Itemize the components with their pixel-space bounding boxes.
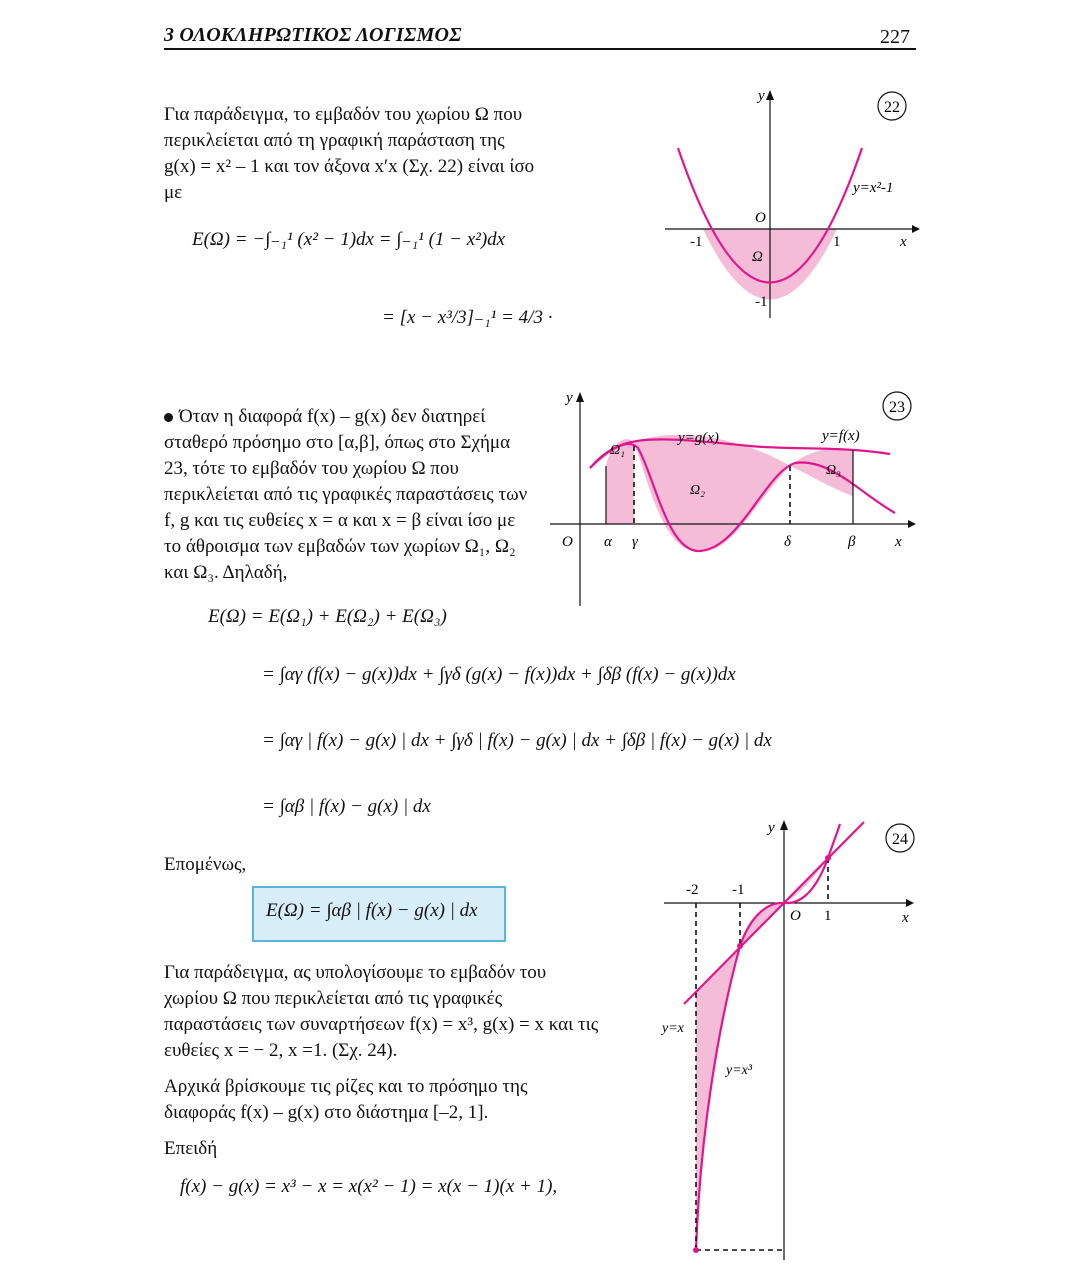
- therefore-text: Επομένως,: [164, 854, 247, 875]
- figure-number: 22: [884, 99, 900, 116]
- chapter-title: 3 ΟΛΟΚΛΗΡΩΤΙΚΟΣ ΛΟΓΙΣΜΟΣ: [164, 24, 462, 46]
- x-axis-label: x: [895, 534, 902, 550]
- tick-y-minus1: -1: [755, 294, 768, 310]
- x-axis-label: x: [902, 910, 909, 926]
- equation-line-2: = ∫αγ (f(x) − g(x))dx + ∫γδ (g(x) − f(x))dx + ∫δβ (f(x) − g(x))dx: [262, 664, 736, 685]
- equation-line-3: = ∫αγ | f(x) − g(x) | dx + ∫γδ | f(x) − g(x) | dx + ∫δβ | f(x) − g(x) | dx: [262, 730, 772, 751]
- origin-label: O: [562, 534, 573, 550]
- line-y-equals-x: [684, 822, 864, 1004]
- gamma-label: γ: [632, 534, 638, 550]
- header-rule: [164, 48, 916, 50]
- curve-label: y=x²-1: [853, 180, 894, 196]
- x-axis-label: x: [900, 234, 907, 250]
- figure-23: [550, 388, 920, 610]
- figure-number: 23: [889, 399, 905, 416]
- example2-paragraph-2: Αρχικά βρίσκουμε τις ρίζες και το πρόσημο της διαφοράς f(x) – g(x) στο διάστημα [–2, 1].: [164, 1076, 528, 1123]
- page-number: 227: [880, 26, 910, 48]
- example2-equation: f(x) − g(x) = x³ − x = x(x² − 1) = x(x − 1)(x + 1),: [180, 1176, 558, 1197]
- region-3-label: Ω₃: [826, 463, 841, 478]
- bullet-paragraph: [164, 404, 536, 586]
- g-label: y=g(x): [678, 430, 719, 446]
- f-label: y=f(x): [822, 428, 860, 444]
- figure-24: [656, 816, 920, 1264]
- equation-line-1: E(Ω) = E(Ω₁) + E(Ω₂) + E(Ω₃): [208, 606, 447, 627]
- example2-paragraph-1: Για παράδειγμα, ας υπολογίσουμε το εμβαδόν του χωρίου Ω που περικλείεται από τις γραφικές παραστάσεις των συναρτήσεων f(x) = x³, g(x) = x και τις ευθείες x = − 2, x =1. (Σχ. 24).: [164, 962, 599, 1061]
- bullet-icon: [164, 413, 173, 422]
- cubic-label: y=x³: [726, 1063, 753, 1078]
- alpha-label: α: [604, 534, 612, 550]
- region-1-label: Ω₁: [610, 443, 625, 458]
- y-axis-label: y: [566, 390, 573, 406]
- tick-1: 1: [824, 908, 832, 924]
- region-2-label: Ω₂: [690, 483, 705, 498]
- figure-22: [660, 86, 920, 326]
- y-axis-label: y: [758, 88, 765, 104]
- example1-paragraph: Για παράδειγμα, το εμβαδόν του χωρίου Ω που περικλείεται από τη γραφική παράσταση της g(x) = x² – 1 και τον άξονα x′x (Σχ. 22) είναι ίσο με: [164, 104, 535, 203]
- delta-label: δ: [784, 534, 791, 550]
- line-label: y=x: [662, 1021, 684, 1036]
- origin-label: O: [755, 210, 766, 226]
- origin-label: O: [790, 908, 801, 924]
- example1-equation-1: E(Ω) = −∫₋₁¹ (x² − 1)dx = ∫₋₁¹ (1 − x²)dx: [192, 229, 506, 250]
- region-left: [696, 946, 740, 1250]
- tick-minus2: -2: [686, 882, 699, 898]
- bullet-text: Όταν η διαφορά f(x) – g(x) δεν διατηρεί σταθερό πρόσημο στο [α,β], όπως στο Σχήμα 23, τότε το εμβαδόν του χωρίου Ω που περικλείεται από τις γραφικές παραστάσεις των f, g και τις ευθείες x = α και x = β είναι ίσο με το άθροισμα των εμβαδών των χωρίων Ω₁, Ω₂ και Ω₃. Δηλαδή,: [164, 406, 528, 583]
- region-label: Ω: [752, 249, 763, 265]
- example1-equation-2: = [x − x³/3]₋₁¹ = 4/3 ·: [382, 307, 553, 328]
- y-axis-label: y: [768, 820, 775, 836]
- beta-label: β: [848, 534, 856, 550]
- since-text: Επειδή: [164, 1138, 218, 1159]
- equation-line-4: = ∫αβ | f(x) − g(x) | dx: [262, 796, 431, 817]
- tick-minus1: -1: [732, 882, 745, 898]
- tick-minus1: -1: [690, 234, 703, 250]
- figure-number: 24: [892, 831, 908, 848]
- region-omega-3: [790, 448, 853, 496]
- boxed-formula: E(Ω) = ∫αβ | f(x) − g(x) | dx: [266, 900, 478, 921]
- tick-1: 1: [833, 234, 841, 250]
